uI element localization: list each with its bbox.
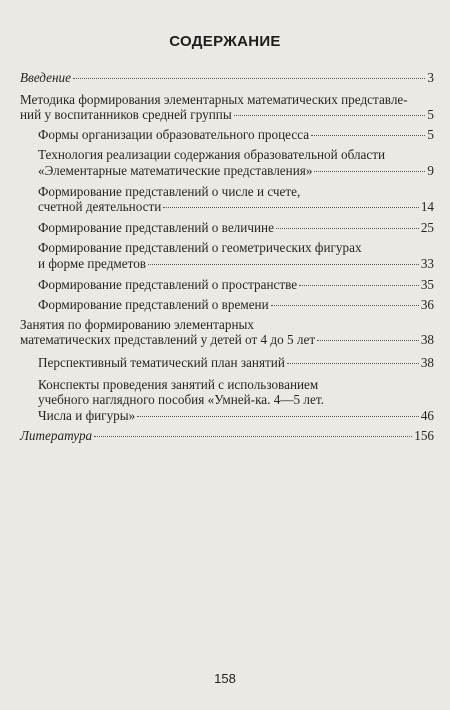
toc-entry-text: «Элементарные математические представления»	[38, 162, 313, 178]
toc-page-number: 38	[420, 332, 434, 348]
toc-entry-text: Формирование представлений о числе и счете,	[38, 183, 301, 199]
toc-entry	[20, 70, 434, 86]
toc-entry-text: Формирование представлений о величине	[38, 219, 274, 235]
dot-leader	[287, 363, 419, 364]
toc-entry-text: Конспекты проведения занятий с использованием	[38, 376, 319, 392]
toc-entry-text: Методика формирования элементарных математических представле-	[20, 91, 408, 107]
toc-entry	[38, 297, 434, 313]
dot-leader	[148, 264, 419, 265]
toc-page-number: 35	[420, 276, 434, 292]
dot-leader	[311, 135, 425, 136]
page-title: СОДЕРЖАНИЕ	[169, 33, 281, 50]
toc-entry-text: Занятия по формированию элементарных	[20, 316, 255, 332]
toc-entry-text: Литература	[20, 428, 93, 444]
dot-leader	[234, 115, 426, 116]
toc-page-number: 5	[427, 126, 434, 142]
toc-entry-text: Введение	[20, 70, 71, 85]
toc-entry-text: и форме предметов	[38, 255, 147, 271]
dot-leader	[299, 285, 419, 286]
toc-page-number: 9	[427, 162, 434, 178]
dot-leader	[73, 78, 425, 79]
dot-leader	[271, 305, 419, 306]
dot-leader	[276, 228, 419, 229]
toc-entry-text: Технология реализации содержания образовательной области	[38, 147, 386, 163]
toc-entry-text: Формирование представлений о пространстве	[38, 276, 298, 292]
toc-page-number: 156	[414, 428, 434, 444]
toc-page-number: 25	[420, 219, 434, 235]
dot-leader	[314, 171, 425, 172]
toc-page-number: 38	[420, 354, 434, 370]
toc-page-number: 46	[420, 407, 434, 423]
toc-entry-text: Числа и фигуры»	[38, 407, 136, 423]
toc-entry-text: счетной деятельности	[38, 199, 162, 215]
toc-entry-text: Формирование представлений о времени	[38, 297, 269, 313]
toc-page-number: 36	[420, 297, 434, 313]
toc-entry	[38, 184, 434, 215]
toc-page-number: 14	[420, 199, 434, 215]
toc-entry-text: Формирование представлений о геометрических фигурах	[38, 240, 362, 256]
toc-page-number: 33	[420, 255, 434, 271]
toc-entry-text: Перспективный тематический план занятий	[38, 354, 285, 370]
toc-entry	[20, 428, 434, 444]
toc-entry	[38, 220, 434, 236]
toc-entry-text: ний у воспитанников средней группы	[20, 107, 232, 123]
toc-entry-text: учебного наглядного пособия «Умней-ка. 4—5 лет.	[38, 392, 324, 408]
toc-page-number: 3	[427, 70, 434, 85]
toc-entry	[38, 147, 434, 178]
toc-entry-text: математических представлений у детей от 4 до 5 лет	[20, 332, 316, 348]
toc-page-number: 5	[427, 107, 434, 123]
page-number: 158	[214, 671, 236, 686]
dot-leader	[317, 340, 419, 341]
toc-entry	[20, 317, 434, 348]
dot-leader	[137, 416, 419, 417]
dot-leader	[94, 436, 412, 437]
toc-entry	[38, 277, 434, 293]
dot-leader	[163, 207, 418, 208]
toc-entry	[20, 92, 434, 123]
toc-entry	[38, 377, 434, 424]
toc-entry-text: Формы организации образовательного процесса	[38, 126, 310, 142]
toc-entry	[38, 355, 434, 371]
toc-entry	[38, 240, 434, 271]
toc-entry	[38, 127, 434, 143]
table-of-contents	[20, 66, 434, 444]
